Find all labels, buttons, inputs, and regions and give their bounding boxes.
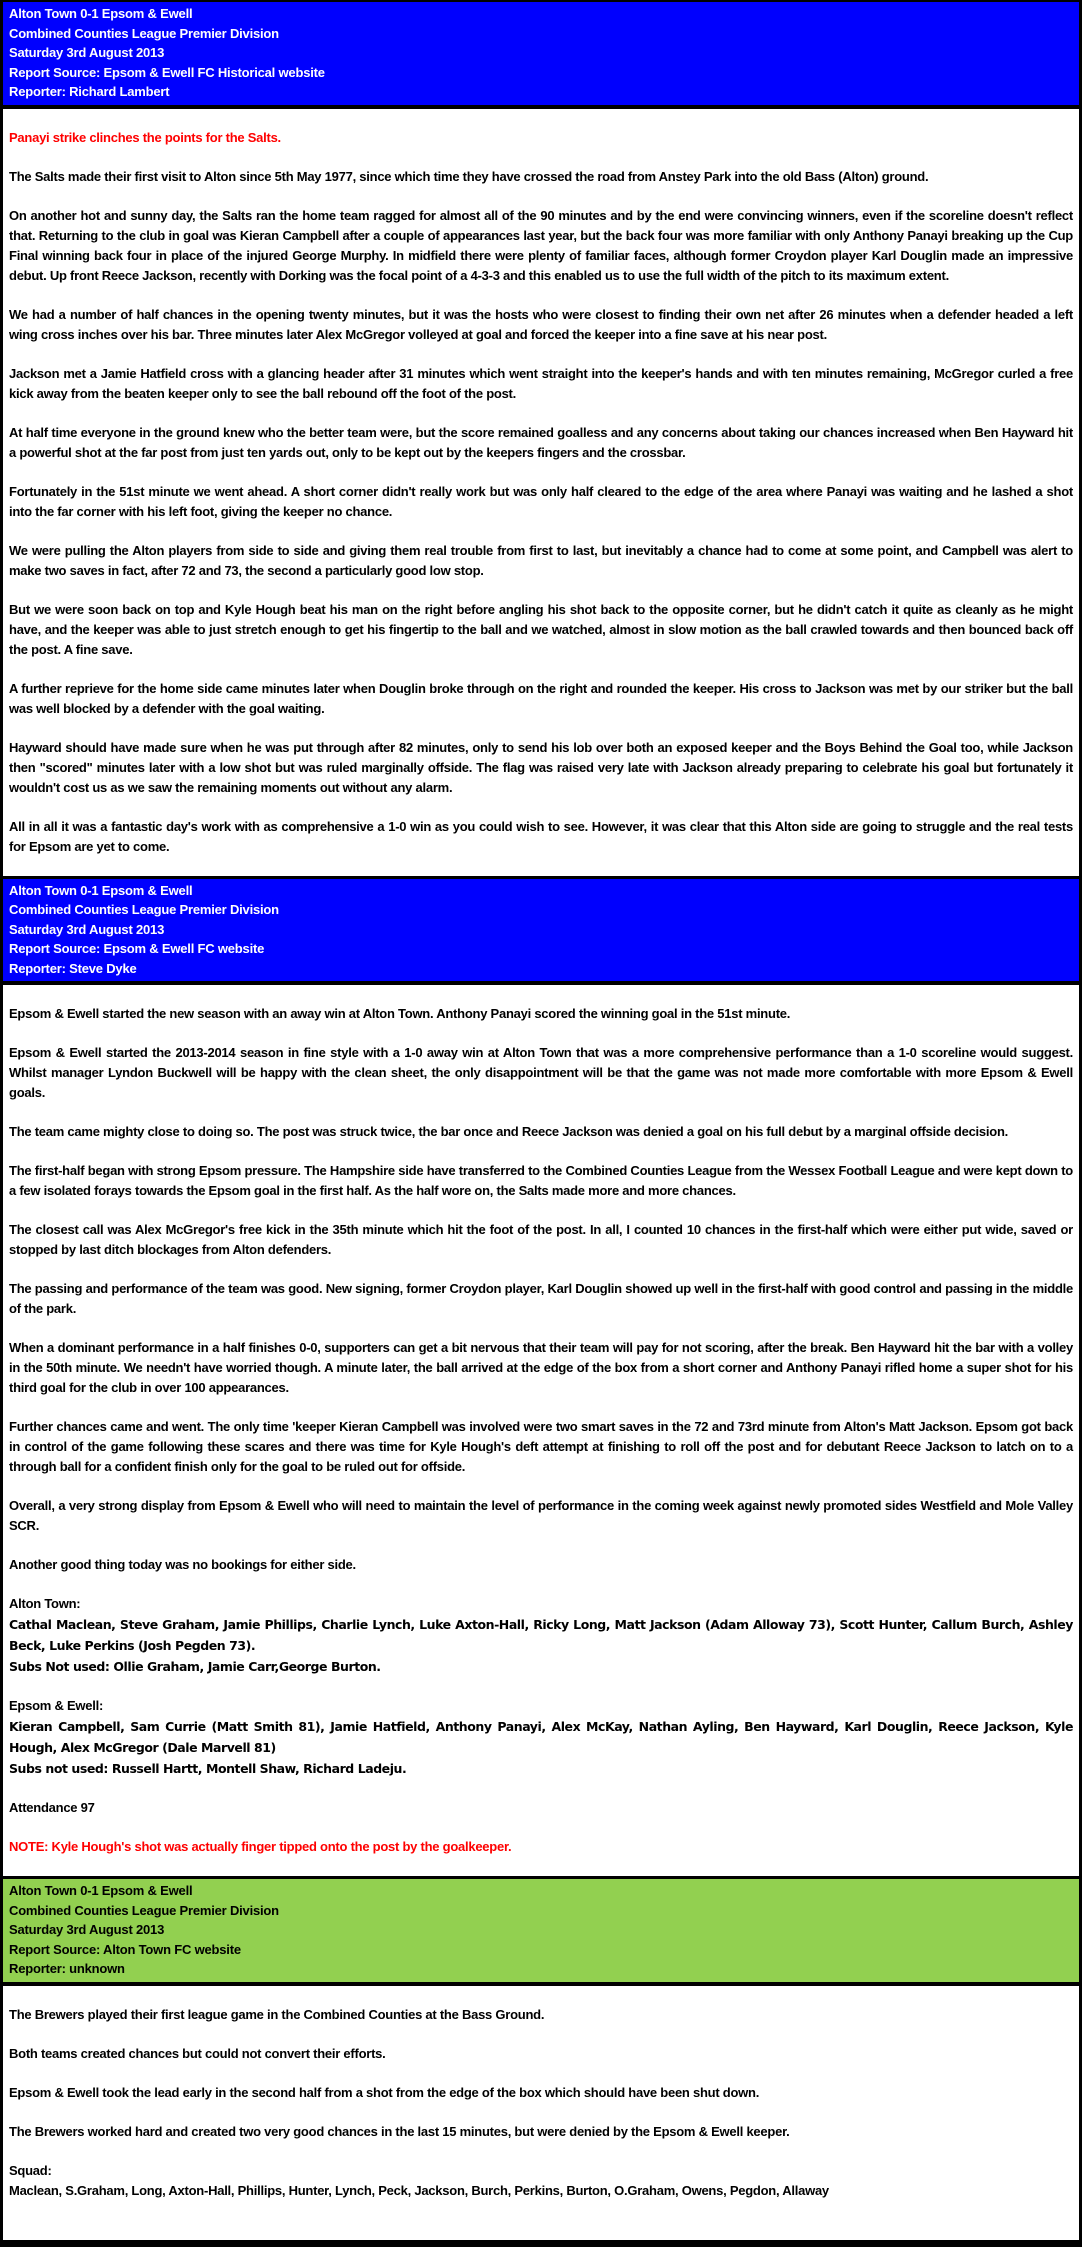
paragraph: We were pulling the Alton players from side to side and giving them real trouble from first to last, but inevitably a chance had to come at some point, and Campbell was alert to make two saves in fact, after 72 and 73, the second a particularly good low stop.	[9, 542, 1073, 578]
report2-title: Alton Town 0-1 Epsom & Ewell	[9, 882, 193, 898]
report2-reporter: Reporter: Steve Dyke	[9, 960, 137, 976]
squad-players: Maclean, S.Graham, Long, Axton-Hall, Phillips, Hunter, Lynch, Peck, Jackson, Burch, Perkins, Burton, O.Graham, Owens, Pegdon, Allaway	[9, 2182, 829, 2198]
editor-note: NOTE: Kyle Hough's shot was actually finger tipped onto the post by the goalkeeper.	[9, 1839, 512, 1854]
report1-title: Alton Town 0-1 Epsom & Ewell	[9, 6, 193, 21]
attendance: Attendance 97	[9, 1800, 95, 1815]
squad-label: Epsom & Ewell:	[9, 1698, 104, 1713]
paragraph: On another hot and sunny day, the Salts ran the home team ragged for almost all of the 90 minutes and by the end were convincing winners, even if the scoreline doesn't reflect that. Returning to the club in goal was Kieran Campbell after a couple of appearances last year, but the back four was more familiar with only Anthony Panayi breaking up the Cup Final winning back four in place of the injured George Murphy. In midfield there were plenty of familiar faces, although former Croydon player Karl Douglin made an impressive debut. Up front Reece Jackson, recently with Dorking was the focal point of a 4-3-3 and this enabled us to use the full width of the pitch to its maximum extent.	[9, 207, 1073, 283]
report2-source: Report Source: Epsom & Ewell FC website	[9, 941, 265, 956]
paragraph: The Brewers played their first league game in the Combined Counties at the Bass Ground.	[9, 2006, 545, 2022]
paragraph: The Salts made their first visit to Alton since 5th May 1977, since which time they have crossed the road from Anstey Park into the old Bass (Alton) ground.	[9, 168, 929, 184]
paragraph: Overall, a very strong display from Epsom & Ewell who will need to maintain the level of performance in the coming week against newly promoted sides Westfield and Mole Valley SCR.	[9, 1498, 1073, 1533]
paragraph: Epsom & Ewell started the 2013-2014 season in fine style with a 1-0 away win at Alton Town that was a more comprehensive performance than a 1-0 scoreline would suggest. Whilst manager Lyndon Buckwell will be happy with the clean sheet, the only disappointment will be that the game was not made more comfortable with more Epsom & Ewell goals.	[9, 1045, 1073, 1100]
paragraph: Epsom & Ewell took the lead early in the second half from a shot from the edge of the box which should have been shut down.	[9, 2084, 760, 2100]
paragraph: Fortunately in the 51st minute we went ahead. A short corner didn't really work but was only half cleared to the edge of the area where Panayi was waiting and he lashed a shot into the far corner with his left foot, giving the keeper no chance.	[9, 483, 1073, 519]
report1-header	[3, 2, 1079, 109]
paragraph: Epsom & Ewell started the new season with an away win at Alton Town. Anthony Panayi scored the winning goal in the 51st minute.	[9, 1006, 791, 1021]
paragraph: Jackson met a Jamie Hatfield cross with a glancing header after 31 minutes which went straight into the keeper's hands and with ten minutes remaining, McGregor curled a free kick away from the beaten keeper only to see the ball rebound off the foot of the post.	[9, 365, 1073, 401]
report3-body	[3, 2005, 1079, 2201]
paragraph: But we were soon back on top and Kyle Hough beat his man on the right before angling his shot back to the opposite corner, but he didn't catch it quite as cleanly as he might have, and the keeper was able to just stretch enough to get his fingertip to the ball and we watched, almost in slow motion as the ball crawled towards and then bounced back off the post. A fine save.	[9, 601, 1073, 657]
report3-date: Saturday 3rd August 2013	[9, 1922, 165, 1937]
report3-source: Report Source: Alton Town FC website	[9, 1941, 241, 1957]
report1-source: Report Source: Epsom & Ewell FC Historical website	[9, 64, 325, 80]
paragraph: The team came mighty close to doing so. The post was struck twice, the bar once and Reece Jackson was denied a goal on his full debut by a marginal offside decision.	[9, 1124, 1009, 1139]
paragraph: Another good thing today was no bookings for either side.	[9, 1557, 356, 1572]
paragraph: The first-half began with strong Epsom pressure. The Hampshire side have transferred to the Combined Counties League from the Wessex Football League and were kept down to a few isolated forays towards the Epsom goal in the first half. As the half wore on, the Salts made more and more chances.	[9, 1163, 1073, 1198]
paragraph: All in all it was a fantastic day's work with as comprehensive a 1-0 win as you could wish to see. However, it was clear that this Alton side are going to struggle and the real tests for Epsom are yet to come.	[9, 818, 1073, 854]
report2-league: Combined Counties League Premier Division	[9, 902, 279, 917]
report2-date: Saturday 3rd August 2013	[9, 921, 165, 937]
paragraph: At half time everyone in the ground knew who the better team were, but the score remained goalless and any concerns about taking our chances increased when Ben Hayward hit a powerful shot at the far post from just ten yards out, only to be kept out by the keepers fingers and the crossbar.	[9, 424, 1073, 460]
report1-date: Saturday 3rd August 2013	[9, 45, 165, 60]
report3-league: Combined Counties League Premier Division	[9, 1902, 279, 1918]
squad-players: Cathal Maclean, Steve Graham, Jamie Phillips, Charlie Lynch, Luke Axton-Hall, Ricky Long, Matt Jackson (Adam Alloway 73), Scott Hunter, Callum Burch, Ashley Beck, Luke Perkins (Josh Pegden 73).	[9, 1617, 1073, 1653]
report1-league: Combined Counties League Premier Division	[9, 25, 279, 41]
report3-header	[3, 1876, 1079, 1986]
squad-label: Alton Town:	[9, 1596, 81, 1611]
report3-reporter: Reporter: unknown	[9, 1961, 125, 1976]
report2-body	[3, 1004, 1079, 1857]
paragraph: We had a number of half chances in the opening twenty minutes, but it was the hosts who were closest to finding their own net after 26 minutes when a defender headed a left wing cross inches over his bar. Three minutes later Alex McGregor volleyed at goal and forced the keeper into a fine save at his near post.	[9, 306, 1073, 342]
alton-town-squad	[9, 1594, 1073, 1677]
report2-header	[3, 876, 1079, 986]
paragraph: Both teams created chances but could not convert their efforts.	[9, 2045, 386, 2061]
report1-body	[3, 128, 1079, 857]
squad-subs: Subs not used: Russell Hartt, Montell Shaw, Richard Ladeju.	[9, 1761, 407, 1776]
paragraph: Further chances came and went. The only time 'keeper Kieran Campbell was involved were two smart saves in the 72 and 73rd minute from Alton's Matt Jackson. Epsom got back in control of the game following these scares and there was time for Kyle Hough's deft attempt at finishing to roll off the post and for debutant Reece Jackson to latch on to a through ball for a confident finish only for the goal to be ruled out for offside.	[9, 1419, 1073, 1474]
paragraph: When a dominant performance in a half finishes 0-0, supporters can get a bit nervous that their team will pay for not scoring, after the break. Ben Hayward hit the bar with a volley in the 50th minute. We needn't have worried though. A minute later, the ball arrived at the edge of the box from a short corner and Anthony Panayi rifled home a super shot for his third goal for the club in over 100 appearances.	[9, 1340, 1073, 1395]
squad-subs: Subs Not used: Ollie Graham, Jamie Carr,George Burton.	[9, 1659, 381, 1674]
paragraph: The passing and performance of the team was good. New signing, former Croydon player, Karl Douglin showed up well in the first-half with good control and passing in the middle of the park.	[9, 1281, 1073, 1316]
paragraph: The Brewers worked hard and created two very good chances in the last 15 minutes, but were denied by the Epsom & Ewell keeper.	[9, 2123, 790, 2139]
paragraph: A further reprieve for the home side came minutes later when Douglin broke through on the right and rounded the keeper. His cross to Jackson was met by our striker but the ball was well blocked by a defender with the goal waiting.	[9, 680, 1073, 716]
brewers-squad	[9, 2161, 1073, 2201]
squad-label: Squad:	[9, 2162, 52, 2178]
report1-reporter: Reporter: Richard Lambert	[9, 84, 170, 99]
report1-headline: Panayi strike clinches the points for the Salts.	[9, 129, 281, 145]
report3-title: Alton Town 0-1 Epsom & Ewell	[9, 1883, 193, 1898]
paragraph: Hayward should have made sure when he was put through after 82 minutes, only to send his lob over both an exposed keeper and the Boys Behind the Goal too, while Jackson then "scored" minutes later with a low shot but was ruled marginally offside. The flag was raised very late with Jackson already preparing to celebrate his goal but fortunately it wouldn't cost us as we saw the remaining moments out without any alarm.	[9, 739, 1073, 795]
paragraph: The closest call was Alex McGregor's free kick in the 35th minute which hit the foot of the post. In all, I counted 10 chances in the first-half which were either put wide, saved or stopped by last ditch blockages from Alton defenders.	[9, 1222, 1073, 1257]
squad-players: Kieran Campbell, Sam Currie (Matt Smith 81), Jamie Hatfield, Anthony Panayi, Alex McKay, Nathan Ayling, Ben Hayward, Karl Douglin, Reece Jackson, Kyle Hough, Alex McGregor (Dale Marvell 81)	[9, 1719, 1073, 1755]
epsom-ewell-squad	[9, 1696, 1073, 1779]
